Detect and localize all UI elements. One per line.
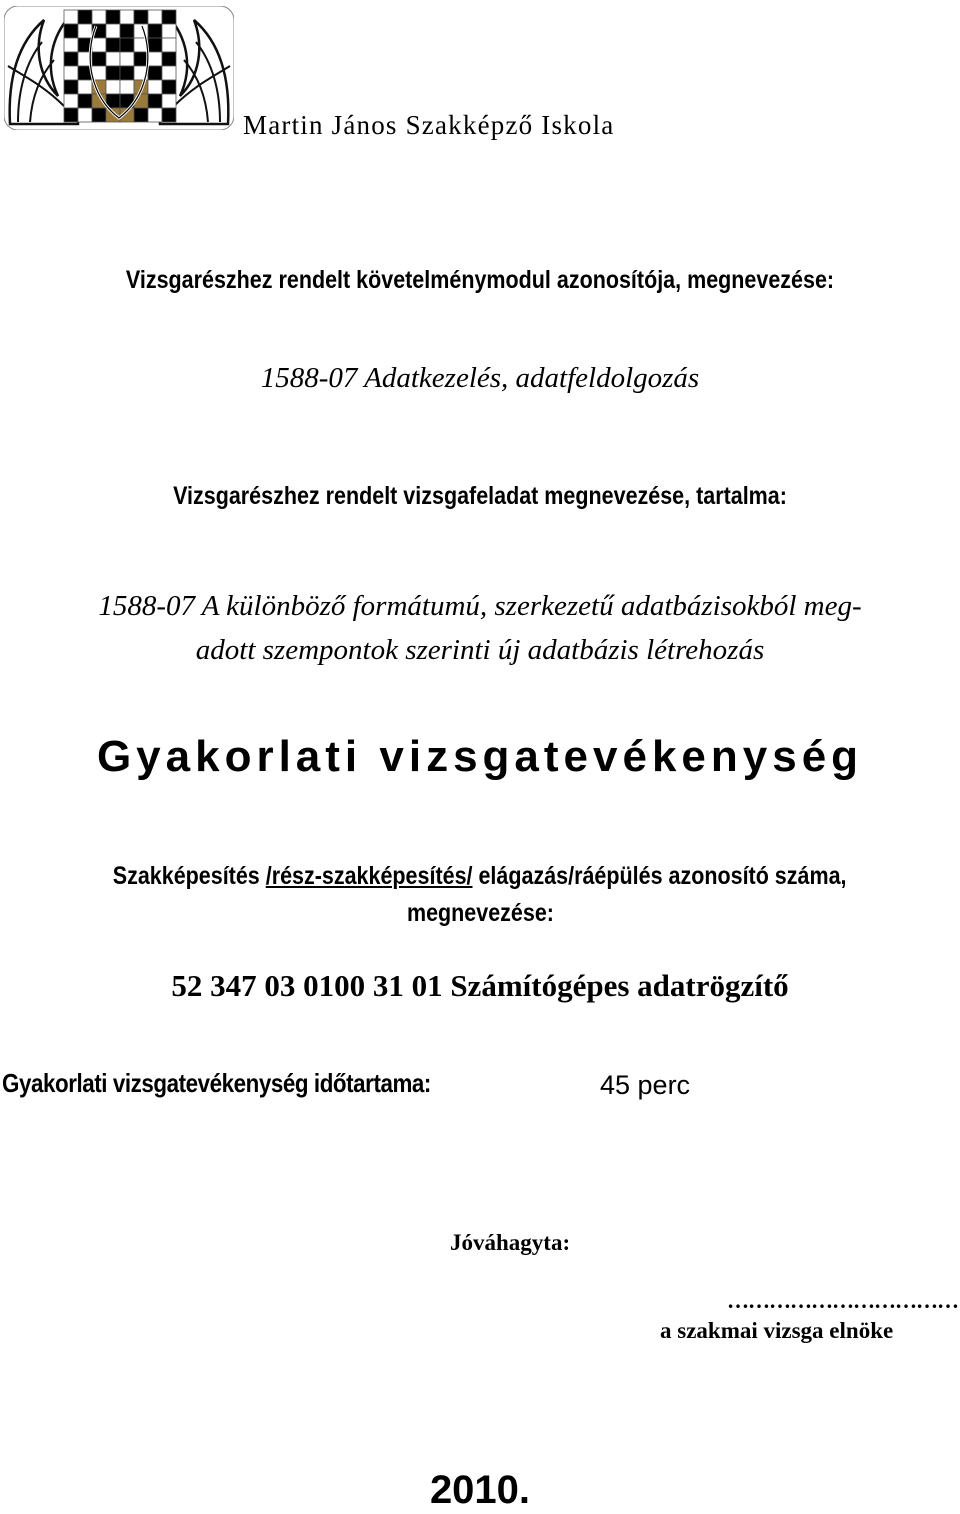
szakkepesites-value: 52 347 03 0100 31 01 Számítógépes adatrögzítő bbox=[171, 968, 789, 1003]
year: 2010. bbox=[429, 1468, 531, 1512]
signer-title: a szakmai vizsga elnöke bbox=[660, 1318, 894, 1343]
school-name: Martin János Szakképző Iskola bbox=[243, 110, 615, 140]
szakkepesites-label-part1: Szakképesítés bbox=[113, 862, 267, 890]
idotartam-value: 45 perc bbox=[600, 1070, 691, 1100]
szakkepesites-label-line2: megnevezése: bbox=[406, 899, 554, 927]
feladat-line-1: 1588-07 A különböző formátumú, szerkezetű adatbázisokból meg- bbox=[98, 590, 862, 622]
szakkepesites-label-part2: /rész-szakképesítés/ bbox=[266, 862, 473, 890]
idotartam-label: Gyakorlati vizsgatevékenység időtartama: bbox=[2, 1068, 431, 1098]
signature-line: …………………………… bbox=[727, 1288, 958, 1313]
page-title: Gyakorlati vizsgatevékenység bbox=[96, 732, 864, 781]
szakkepesites-label-part3: elágazás/ráépülés azonosító száma, bbox=[472, 862, 847, 890]
modul-name: 1588-07 Adatkezelés, adatfeldolgozás bbox=[260, 362, 700, 394]
modul-heading: Vizsgarészhez rendelt követelménymodul azonosítója, megnevezése: bbox=[125, 266, 835, 294]
szakkepesites-label bbox=[0, 858, 960, 932]
feladat-heading: Vizsgarészhez rendelt vizsgafeladat megnevezése, tartalma: bbox=[173, 482, 787, 510]
feladat-content bbox=[0, 584, 960, 672]
feladat-line-2: adott szempontok szerinti új adatbázis létrehozás bbox=[195, 634, 765, 666]
school-lyre-logo-icon bbox=[4, 6, 234, 130]
approval-label: Jóváhagyta: bbox=[450, 1230, 571, 1255]
